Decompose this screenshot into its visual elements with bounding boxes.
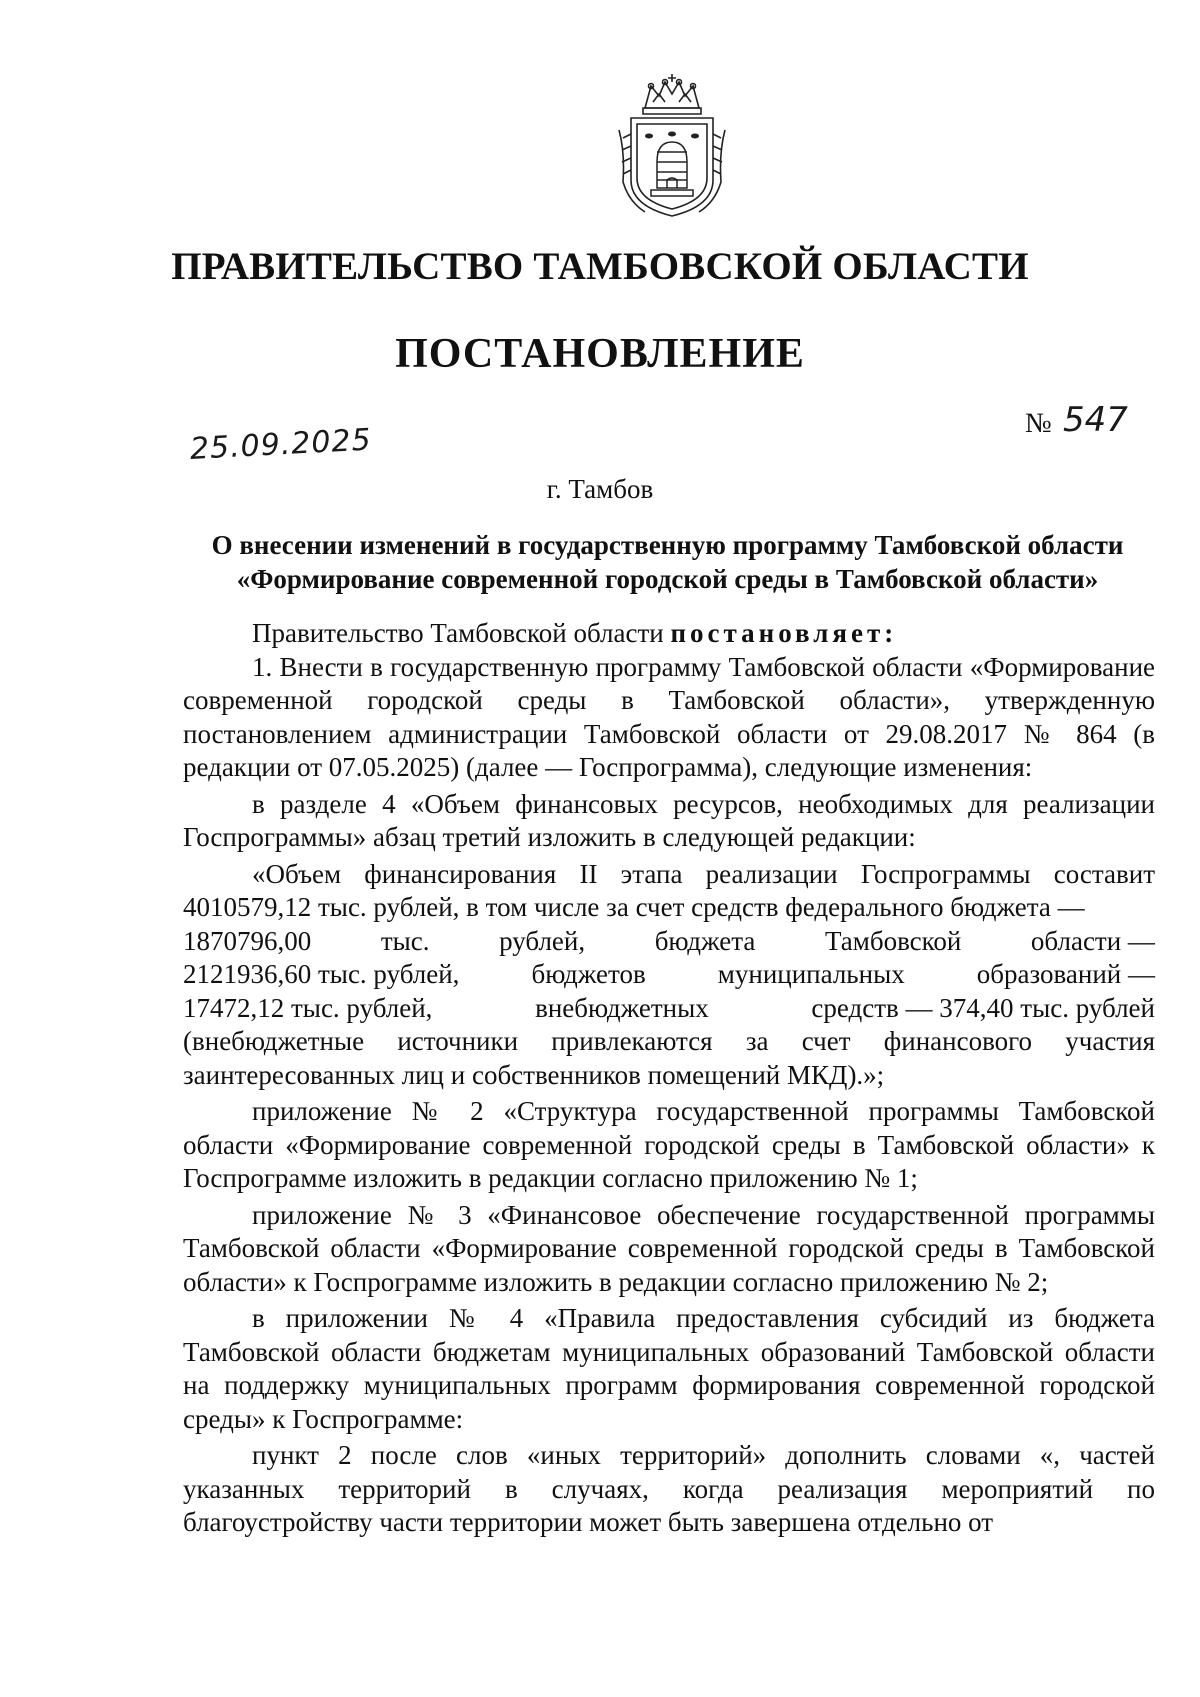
finance-intro-paragraph: «Объем финансирования II этапа реализации Госпрограммы составит 4010579,12 тыс. рублей, в том числе за счет средств федерального бюджета — bbox=[183, 858, 1155, 922]
finance-cell: бюджета bbox=[654, 925, 756, 956]
point-2-paragraph: пункт 2 после слов «иных территорий» дополнить словами «, частей указанных территорий в случаях, когда реализация мероприятий по благоустройству части территории может быть завершена отдельно от bbox=[183, 1440, 1155, 1537]
appendix-4-paragraph: в приложении № 4 «Правила предоставления субсидий из бюджета Тамбовской области бюджетам муниципальных образований Тамбовской области на поддержку муниципальных программ формирования современной городской среды» к Госпрограмме: bbox=[183, 1303, 1155, 1434]
finance-cell: 2121936,60 тыс. рублей, bbox=[183, 959, 460, 989]
finance-cell: образований — bbox=[976, 959, 1155, 989]
document-date: 25.09.2025 bbox=[189, 422, 373, 467]
finance-cell: Тамбовской bbox=[824, 925, 962, 956]
finance-cell: внебюджетных bbox=[535, 992, 709, 1023]
item-1-paragraph: 1. Внести в государственную программу Тамбовской области «Формирование современной городской среды в Тамбовской области», утвержденную постановлением администрации Тамбовской области от 29.08.2017 № 864 (в редакции от 07.05.2025) (далее — Госпрограмма), следующие изменения: bbox=[183, 651, 1155, 782]
appendix-2-paragraph: приложение № 2 «Структура государственной программы Тамбовской области «Формирование современной городской среды в Тамбовской области» к Госпрограмме изложить в редакции согласно приложению № 1; bbox=[183, 1096, 1155, 1193]
finance-row-1 bbox=[183, 925, 1155, 959]
finance-cell: рублей, bbox=[499, 925, 586, 956]
title-line-2: «Формирование современной городской среды в Тамбовской области» bbox=[236, 564, 1099, 594]
document-body bbox=[183, 617, 1155, 1540]
number-label: № bbox=[1025, 408, 1052, 439]
intro-verb: постановляет: bbox=[670, 618, 898, 648]
organization-name: ПРАВИТЕЛЬСТВО ТАМБОВСКОЙ ОБЛАСТИ bbox=[171, 245, 1029, 288]
finance-cell: 17472,12 тыс. рублей, bbox=[183, 992, 433, 1023]
finance-cell: области — bbox=[1030, 925, 1155, 956]
tambov-coat-of-arms-icon bbox=[615, 72, 729, 218]
document-type: ПОСТАНОВЛЕНИЕ bbox=[395, 331, 805, 377]
finance-cell: бюджетов bbox=[531, 959, 646, 989]
intro-paragraph bbox=[183, 617, 1155, 651]
finance-cell: муниципальных bbox=[717, 959, 905, 989]
finance-cell: средств — 374,40 тыс. рублей bbox=[811, 992, 1155, 1023]
document-number: 547 bbox=[1063, 400, 1128, 440]
section-4-paragraph: в разделе 4 «Объем финансовых ресурсов, необходимых для реализации Госпрограммы» абзац третий изложить в следующей редакции: bbox=[183, 788, 1155, 852]
appendix-3-paragraph: приложение № 3 «Финансовое обеспечение государственной программы Тамбовской области «Формирование современной городской среды в Тамбовской области» к Госпрограмме изложить в редакции согласно приложению № 2; bbox=[183, 1199, 1155, 1297]
city: г. Тамбов bbox=[546, 474, 654, 504]
finance-cell: 1870796,00 bbox=[183, 925, 312, 956]
finance-tail-paragraph: (внебюджетные источники привлекаются за счет финансового участия заинтересованных лиц и собственников помещений МКД).»; bbox=[183, 1026, 1155, 1090]
finance-row-2 bbox=[183, 958, 1155, 992]
title-line-1: О внесении изменений в государственную программу Тамбовской области bbox=[211, 530, 1124, 560]
finance-cell: тыс. bbox=[380, 925, 430, 956]
finance-row-3 bbox=[183, 992, 1155, 1026]
document-title bbox=[180, 528, 1155, 596]
intro-text: Правительство Тамбовской области bbox=[252, 618, 664, 648]
